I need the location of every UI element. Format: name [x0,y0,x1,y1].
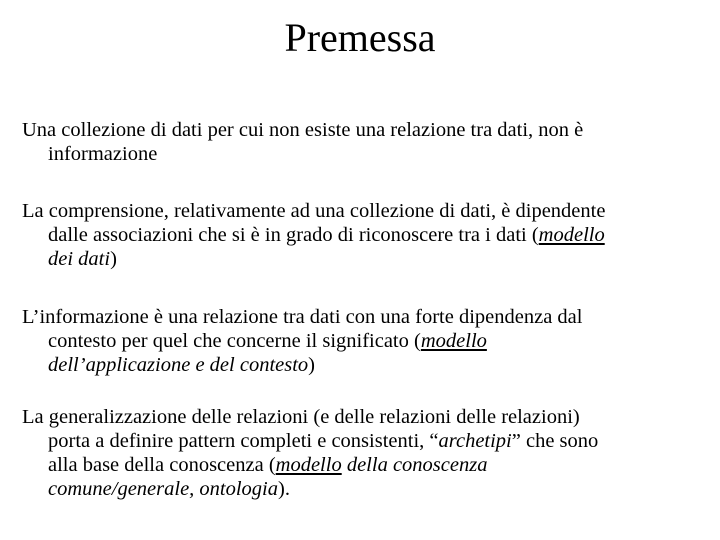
slide-title: Premessa [284,15,436,60]
paragraph-2-line-2: dalle associazioni che si è in grado di riconoscere tra i dati ( [48,224,539,246]
paragraph-2-model-term: modello [538,224,605,246]
paragraph-4-model-term: modello [275,454,342,476]
paragraph-4-line-1: La generalizzazione delle relazioni (e delle relazioni delle relazioni) [22,406,580,428]
paragraph-4 [22,405,720,501]
paragraph-4-line-2: porta a definire pattern completi e consistenti, “ [48,430,439,452]
paragraph-2 [22,199,720,271]
paragraph-1-line-2: informazione [48,143,158,165]
paragraph-3 [22,305,720,377]
paragraph-1 [22,118,720,166]
paragraph-3-model-term: modello [420,330,487,352]
paragraph-4-model-name: comune/generale, ontologia [48,478,279,500]
paragraph-4-archetypes-term: archetipi [438,430,512,452]
paragraph-3-line-1: L’informazione è una relazione tra dati con una forte dipendenza dal [22,306,583,328]
paragraph-2-line-1: La comprensione, relativamente ad una collezione di dati, è dipendente [22,200,606,222]
paragraph-4-line-3: alla base della conoscenza ( [48,454,276,476]
paragraph-4-close: ). [278,478,290,500]
paragraph-2-close-paren: ) [110,248,117,270]
paragraph-3-model-name: dell’applicazione e del contesto [48,354,309,376]
paragraph-4-model-suffix: della conoscenza [341,454,488,476]
paragraph-2-model-name: dei dati [48,248,111,270]
paragraph-3-line-2: contesto per quel che concerne il significato ( [48,330,421,352]
paragraph-4-line-2-end: ” che sono [511,430,599,452]
paragraph-3-close-paren: ) [308,354,315,376]
paragraph-1-line-1: Una collezione di dati per cui non esiste una relazione tra dati, non è [22,119,584,141]
